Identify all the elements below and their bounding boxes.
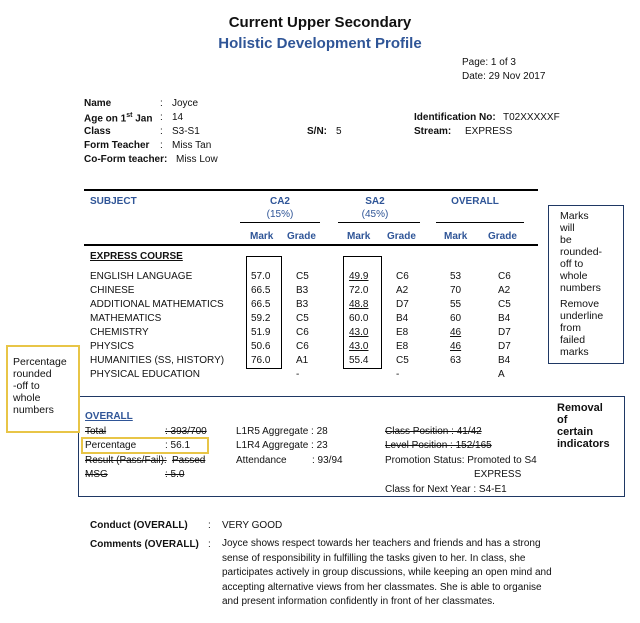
- class-position: Class Position : 41/42: [385, 426, 482, 437]
- cell-subject: MATHEMATICS: [90, 313, 162, 324]
- ca2-header: CA2: [269, 196, 290, 207]
- student-name: Joyce: [172, 98, 199, 109]
- ca2-rule: [240, 222, 320, 223]
- coform-teacher-label: Co-Form teacher:: [84, 154, 168, 165]
- ca2-grade-label: Grade: [287, 231, 316, 242]
- overall-grade-label: Grade: [488, 231, 517, 242]
- id-label: Identification No:: [414, 112, 496, 123]
- cell-sa2-mark: 72.0: [349, 285, 369, 296]
- student-sn: 5: [336, 126, 342, 137]
- cell-sa2-mark: 48.8: [349, 299, 369, 310]
- conduct-label: Conduct (OVERALL): [90, 520, 188, 531]
- overall-heading: OVERALL: [85, 411, 133, 422]
- note-line: of: [557, 414, 568, 426]
- cell-ov-mark: 60: [450, 313, 462, 324]
- cell-ov-mark: 53: [450, 271, 462, 282]
- result-label: Result (Pass/Fail):: [85, 455, 167, 466]
- cell-ca2-grade: C5: [296, 271, 309, 282]
- cell-ov-grade: D7: [498, 327, 511, 338]
- total-value: : 393/700: [165, 426, 207, 437]
- age-label: Age on 1st Jan: [84, 112, 153, 125]
- sa2-marks-box: [343, 256, 382, 369]
- ca2-marks-box: [246, 256, 282, 369]
- sa2-mark-label: Mark: [347, 231, 371, 242]
- cell-ca2-grade: -: [296, 369, 300, 380]
- cell-sa2-grade: D7: [396, 299, 409, 310]
- colon: :: [160, 126, 163, 137]
- ca2-weight: (15%): [266, 209, 294, 220]
- cell-sa2-grade: C5: [396, 355, 409, 366]
- cell-subject: ENGLISH LANGUAGE: [90, 271, 193, 282]
- cell-ca2-mark: 50.6: [251, 341, 271, 352]
- note-line: off to: [560, 258, 584, 270]
- cell-sa2-grade: A2: [396, 285, 409, 296]
- underline-removal-note: [560, 298, 603, 358]
- cell-ov-grade: B4: [498, 355, 511, 366]
- promotion-status: Promotion Status: Promoted to S4: [385, 455, 537, 466]
- cell-ca2-grade: C6: [296, 341, 309, 352]
- cell-ov-mark: 63: [450, 355, 462, 366]
- cell-ca2-mark: 51.9: [251, 327, 271, 338]
- report-title: Current Upper Secondary: [228, 14, 412, 31]
- cell-sa2-mark: 43.0: [349, 327, 369, 338]
- colon: :: [160, 98, 163, 109]
- total-label: Total: [85, 426, 107, 437]
- note-line: Percentage: [13, 356, 67, 368]
- form-teacher-label: Form Teacher: [84, 140, 150, 151]
- attendance-label: Attendance: [236, 455, 287, 466]
- note-line: Removal: [557, 402, 603, 414]
- colon: :: [208, 539, 211, 550]
- sa2-header: SA2: [365, 196, 385, 207]
- overall-header: OVERALL: [451, 196, 499, 207]
- cell-subject: PHYSICS: [90, 341, 134, 352]
- table-top-rule: [84, 189, 538, 191]
- class-label: Class: [84, 126, 111, 137]
- comments-label: Comments (OVERALL): [90, 539, 199, 550]
- note-line: certain: [557, 426, 594, 438]
- cell-ov-grade: C6: [498, 271, 511, 282]
- overall-mark-label: Mark: [444, 231, 468, 242]
- percentage-rounding-note: [13, 356, 67, 416]
- cell-ov-mark: 46: [450, 327, 462, 338]
- student-class: S3-S1: [172, 126, 200, 137]
- name-label: Name: [84, 98, 112, 109]
- note-line: numbers: [560, 282, 601, 294]
- promotion-stream: EXPRESS: [474, 469, 522, 480]
- student-age: 14: [172, 112, 184, 123]
- cell-sa2-mark: 60.0: [349, 313, 369, 324]
- note-line: will: [560, 222, 575, 234]
- cell-ov-grade: A2: [498, 285, 511, 296]
- report-date: Date: 29 Nov 2017: [462, 71, 546, 82]
- cell-ov-grade: B4: [498, 313, 511, 324]
- note-line: whole: [560, 270, 588, 282]
- note-line: Remove: [560, 298, 600, 310]
- cell-ca2-grade: C6: [296, 327, 309, 338]
- next-class: Class for Next Year : S4-E1: [385, 484, 507, 495]
- cell-ov-mark: 70: [450, 285, 462, 296]
- note-line: numbers: [13, 404, 54, 416]
- course-label: EXPRESS COURSE: [90, 251, 183, 262]
- coform-teacher: Miss Low: [176, 154, 218, 165]
- l1r5-aggregate: L1R5 Aggregate : 28: [236, 426, 328, 437]
- sn-label: S/N:: [307, 126, 327, 137]
- note-line: from: [560, 322, 581, 334]
- note-line: failed: [560, 334, 586, 346]
- cell-ov-mark: 46: [450, 341, 462, 352]
- cell-subject: CHEMISTRY: [90, 327, 149, 338]
- msg-label: MSG: [85, 469, 108, 480]
- form-teacher: Miss Tan: [172, 140, 212, 151]
- cell-ca2-grade: B3: [296, 285, 309, 296]
- cell-subject: PHYSICAL EDUCATION: [90, 369, 201, 380]
- overall-rule: [436, 222, 524, 223]
- cell-ca2-mark: 59.2: [251, 313, 271, 324]
- marks-rounding-note: [560, 210, 602, 294]
- cell-sa2-grade: B4: [396, 313, 409, 324]
- cell-ca2-grade: C5: [296, 313, 309, 324]
- note-line: indicators: [557, 438, 610, 450]
- note-line: be: [560, 234, 572, 246]
- note-line: underline: [560, 310, 604, 322]
- msg-value: : 5.0: [165, 469, 185, 480]
- cell-sa2-mark: 55.4: [349, 355, 369, 366]
- cell-sa2-grade: -: [396, 369, 400, 380]
- cell-sa2-mark: 49.9: [349, 271, 369, 282]
- cell-ov-mark: 55: [450, 299, 462, 310]
- colon: :: [208, 520, 211, 531]
- colon: :: [160, 140, 163, 151]
- stream-label: Stream:: [414, 126, 452, 137]
- note-line: -off to: [13, 380, 40, 392]
- note-line: whole: [13, 392, 41, 404]
- ca2-mark-label: Mark: [250, 231, 274, 242]
- note-line: rounded: [13, 368, 52, 380]
- level-position: Level Position : 152/165: [385, 440, 492, 451]
- l1r4-aggregate: L1R4 Aggregate : 23: [236, 440, 328, 451]
- sa2-weight: (45%): [361, 209, 389, 220]
- note-line: marks: [560, 346, 589, 358]
- cell-ov-grade: C5: [498, 299, 511, 310]
- cell-ca2-grade: B3: [296, 299, 309, 310]
- conduct-value: VERY GOOD: [222, 520, 283, 531]
- result-value: Passed: [172, 455, 206, 466]
- comments-text: Joyce shows respect towards her teachers and friends and has a strong sense of responsibility in fulfilling the tasks given to her. In class, she participates actively in group discussions, while keeping an open mind and accepting alternative views from her classmates. She is able to organise and present information confidently in front of her classmates.: [222, 538, 552, 607]
- cell-subject: ADDITIONAL MATHEMATICS: [90, 299, 224, 310]
- note-line: Marks: [560, 210, 589, 222]
- cell-sa2-mark: 43.0: [349, 341, 369, 352]
- sa2-grade-label: Grade: [387, 231, 416, 242]
- cell-subject: HUMANITIES (SS, HISTORY): [90, 355, 225, 366]
- cell-ca2-mark: 57.0: [251, 271, 271, 282]
- cell-ca2-mark: 66.5: [251, 299, 271, 310]
- cell-ca2-grade: A1: [296, 355, 309, 366]
- cell-subject: CHINESE: [90, 285, 135, 296]
- cell-sa2-grade: E8: [396, 341, 409, 352]
- cell-ov-grade: A: [498, 369, 505, 380]
- cell-ca2-mark: 66.5: [251, 285, 271, 296]
- sa2-rule: [338, 222, 420, 223]
- percentage-label: Percentage: [85, 440, 137, 451]
- cell-ov-grade: D7: [498, 341, 511, 352]
- subject-header: SUBJECT: [90, 196, 137, 207]
- cell-sa2-grade: E8: [396, 327, 409, 338]
- percentage-value: : 56.1: [165, 440, 191, 451]
- colon: :: [160, 112, 163, 123]
- cell-sa2-grade: C6: [396, 271, 409, 282]
- indicator-removal-note: [557, 402, 610, 450]
- page-number: Page: 1 of 3: [462, 57, 516, 68]
- student-id: T02XXXXXF: [503, 112, 560, 123]
- student-stream: EXPRESS: [465, 126, 513, 137]
- attendance-value: : 93/94: [312, 455, 343, 466]
- cell-ca2-mark: 76.0: [251, 355, 271, 366]
- header-bottom-rule: [84, 244, 538, 246]
- report-subtitle: Holistic Development Profile: [218, 35, 422, 52]
- note-line: rounded-: [560, 246, 603, 258]
